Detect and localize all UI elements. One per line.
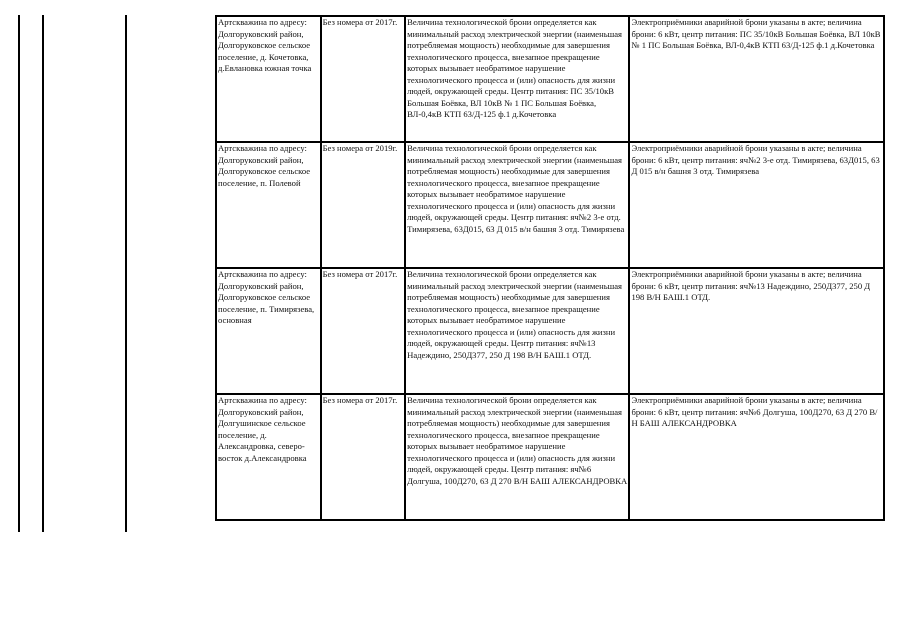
left-border-line-2 xyxy=(42,15,44,532)
description-cell: Величина технологической брони определяется как минимальный расход электрической энергии (наименьшая потребляемая мощность) необходимые для завершения технологического процесса, внезапное прекращение которых вызывает необратимое нарушение технологического процесса и (или) опасность для жизни людей, окружающей среды. Центр питания: яч№6 Долгуша, 100Д270, 63 Д 270 В/Н БАШ АЛЕКСАНДРОВКА xyxy=(405,394,629,520)
object-cell: Артскважина по адресу: Долгоруковский район, Долгоруковское сельское поселение, д. Кочетовка, д.Евлановка южная точка xyxy=(216,16,321,142)
description-cell: Величина технологической брони определяется как минимальный расход электрической энергии (наименьшая потребляемая мощность) необходимые для завершения технологического процесса, внезапное прекращение которых вызывает необратимое нарушение технологического процесса и (или) опасность для жизни людей, окружающей среды. Центр питания: яч№2 3-е отд. Тимирязева, 63Д015, 63 Д 015 в/н башня 3 отд. Тимирязева xyxy=(405,142,629,268)
description-cell: Величина технологической брони определяется как минимальный расход электрической энергии (наименьшая потребляемая мощность) необходимые для завершения технологического процесса, внезапное прекращение которых вызывает необратимое нарушение технологического процесса и (или) опасность для жизни людей, окружающей среды. Центр питания: яч№13 Надеждино, 250Д377, 250 Д 198 В/Н БАШ.1 ОТД. xyxy=(405,268,629,394)
note-cell: Электроприёмники аварийной брони указаны в акте; величина брони: 6 кВт, центр питания: яч№2 3-е отд. Тимирязева, 63Д015, 63 Д 015 в/н башня 3 отд. Тимирязева xyxy=(629,142,884,268)
document-number-cell: Без номера от 2019г. xyxy=(321,142,406,268)
object-cell: Артскважина по адресу: Долгоруковский район, Долгоруковское сельское поселение, п. Тимирязева, основная xyxy=(216,268,321,394)
left-border-line-1 xyxy=(18,15,20,532)
left-border-line-3 xyxy=(125,15,127,532)
description-cell: Величина технологической брони определяется как минимальный расход электрической энергии (наименьшая потребляемая мощность) необходимые для завершения технологического процесса, внезапное прекращение которых вызывает необратимое нарушение технологического процесса и (или) опасность для жизни людей, окружающей среды. Центр питания: ПС 35/10кВ Большая Боёвка, ВЛ 10кВ № 1 ПС Большая Боёвка, ВЛ-0,4кВ КТП 63/Д-125 ф.1 д.Кочетовка xyxy=(405,16,629,142)
table-row xyxy=(216,142,884,268)
note-cell: Электроприёмники аварийной брони указаны в акте; величина брони: 6 кВт, центр питания: яч№13 Надеждино, 250Д377, 250 Д 198 В/Н БАШ.1 ОТД. xyxy=(629,268,884,394)
document-number-cell: Без номера от 2017г. xyxy=(321,394,406,520)
document-number-cell: Без номера от 2017г. xyxy=(321,268,406,394)
table-row xyxy=(216,16,884,142)
table-row xyxy=(216,394,884,520)
object-cell: Артскважина по адресу: Долгоруковский район, Долгоруковское сельское поселение, п. Полевой xyxy=(216,142,321,268)
table-row xyxy=(216,268,884,394)
note-cell: Электроприёмники аварийной брони указаны в акте; величина брони: 6 кВт, центр питания: яч№6 Долгуша, 100Д270, 63 Д 270 В/Н БАШ АЛЕКСАНДРОВКА xyxy=(629,394,884,520)
reservation-table xyxy=(215,15,885,521)
object-cell: Артскважина по адресу: Долгоруковский район, Долгушинское сельское поселение, д. Александровка, северо-восток д.Александровка xyxy=(216,394,321,520)
note-cell: Электроприёмники аварийной брони указаны в акте; величина брони: 6 кВт, центр питания: ПС 35/10кВ Большая Боёвка, ВЛ 10кВ № 1 ПС Большая Боёвка, ВЛ-0,4кВ КТП 63/Д-125 ф.1 д.Кочетовка xyxy=(629,16,884,142)
document-number-cell: Без номера от 2017г. xyxy=(321,16,406,142)
